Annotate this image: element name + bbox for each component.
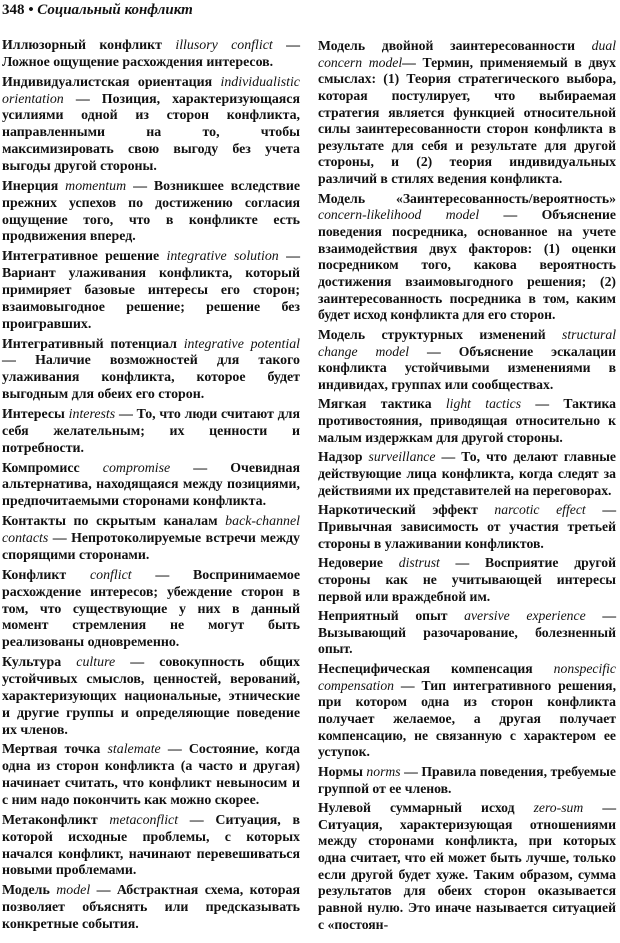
entry-term: Нормы (318, 763, 363, 779)
entry-definition: — Ложное ощущение расхождения интересов. (2, 38, 300, 70)
glossary-entry (2, 655, 300, 739)
entry-english: nonspecific compensation (318, 661, 616, 693)
entry-definition: — Очевидная альтернатива, находящаяся между позициями, предпочитаемыми сторонами конфликта. (2, 460, 300, 510)
entry-definition: — Наличие возможностей для такого улаживания конфликта, которое будет выгодным для обеих его сторон. (2, 353, 300, 403)
entry-english: zero-sum (533, 800, 584, 816)
entry-term: Нулевой суммарный исход (318, 800, 515, 816)
entry-english: surveillance (368, 449, 436, 465)
entry-definition: — Правила поведения, требуемые группой от ее членов. (318, 763, 616, 796)
glossary-entry (2, 461, 300, 512)
entry-definition: — То, что люди считают для себя желательным; их ценности и потребности. (2, 407, 300, 456)
entry-term: Модель двойной заинтересованности (318, 38, 575, 53)
glossary-entry (2, 337, 300, 404)
glossary-entry (2, 742, 300, 809)
glossary-entry (318, 38, 616, 188)
entry-english: light tactics (445, 396, 522, 412)
entry-definition: — Ситуация, характеризующая отношениями между сторонами конфликта, при которых одна считает, что ей может быть лучше, только если другой будет хуже. Таким образом, сумма результатов для обеих сторон оказывается равной нулю. Это иначе называется ситуацией с «постоян- (318, 800, 616, 932)
glossary-column-left (2, 38, 300, 937)
glossary-entry (318, 191, 616, 324)
entry-english: integrative solution (166, 249, 279, 265)
entry-term: Модель структурных изменений (318, 326, 546, 342)
glossary-entry (318, 396, 616, 446)
glossary-entry (318, 327, 616, 394)
book-title: Социальный конфликт (37, 2, 193, 18)
entry-definition: — Возникшее вследствие прежних успехов по достижению согласия ощущение того, что в конфликте есть продвижения вперед. (2, 178, 300, 245)
entry-term: Культура (2, 655, 62, 671)
entry-term: Метаконфликт (2, 812, 98, 828)
glossary-entry (2, 514, 300, 565)
entry-definition: — совокупность общих устойчивых смыслов, ценностей, верований, характеризующих национальные, этнические и другие группы и определяющие поведение их членов. (2, 655, 300, 738)
entry-definition: — Объяснение поведения посредника, основанное на учете взаимодействия двух факторов: (1) оценки посредником того, какова вероятность достижения взаимовыгодного решения; (2) заинтересованность посредника в том, каким будет исход конфликта для его сторон. (318, 207, 616, 323)
glossary-entry (318, 502, 616, 552)
entry-definition: — Позиция, характеризующаяся усилиями одной из сторон конфликта, направленными на то, чтобы максимизировать свою выгоду без учета выгоды другой стороны. (2, 91, 300, 175)
entry-definition: — Восприятие другой стороны как не учитывающей интересы первой или враждебной им. (318, 555, 617, 604)
entry-definition: — Объяснение эскалации конфликта устойчивыми изменениями в индивидах, группах или сообществах. (318, 343, 616, 392)
entry-term: Неприятный опыт (318, 608, 448, 624)
entry-term: Интересы (2, 407, 65, 423)
entry-english: integrative potential (183, 336, 300, 352)
entry-english: stalemate (107, 742, 161, 758)
entry-definition: — То, что делают главные действующие лица конфликта, когда следят за действиями их представителей на переговорах. (318, 449, 616, 498)
entry-term: Надзор (318, 449, 363, 465)
entry-definition: — Абстрактная схема, которая позволяет объяснять или предсказывать конкретные события. (2, 883, 300, 932)
glossary-entry (2, 38, 300, 72)
entry-definition: — Ситуация, в которой исходные проблемы, с которых начался конфликт, начинают перевешиваться новыми проблемами. (2, 812, 300, 879)
entry-english: back-channel contacts (2, 514, 300, 547)
entry-term: Наркотический эффект (318, 502, 478, 518)
entry-english: individualistic orientation (2, 74, 300, 107)
glossary-entry (2, 179, 300, 246)
entry-definition: — Привычная зависимость от участия третьей стороны в улаживании конфликтов. (318, 502, 616, 551)
entry-term: Мертвая точка (2, 742, 101, 758)
entry-definition: — Вариант улаживания конфликта, который примиряет базовые интересы его сторон; взаимовыгодное решение; решение без проигравших. (2, 249, 300, 332)
entry-english: distrust (398, 555, 440, 571)
glossary-entry (318, 800, 616, 933)
glossary-entry (318, 449, 616, 499)
entry-term: Инерция (2, 178, 59, 194)
glossary-entry (2, 249, 300, 333)
glossary-entry (2, 75, 300, 176)
entry-english: model (56, 883, 91, 899)
glossary-entry (2, 813, 300, 880)
entry-definition: — Воспринимаемое расхождение интересов; убеждение сторон в том, что существующие у них в данный момент стремления не могут быть реализованы одновременно. (2, 567, 300, 651)
entry-term: Неспецифическая компенсация (318, 661, 533, 677)
header-separator: • (28, 2, 34, 18)
entry-english: conflict (89, 567, 132, 583)
entry-english: illusory conflict (175, 38, 273, 53)
glossary-entry (318, 764, 616, 797)
entry-definition: — Непротоколируемые встречи между спорящими сторонами. (2, 531, 300, 563)
entry-definition: — Состояние, когда одна из сторон конфликта (а часто и другая) начинает считать, что конфликт невыносим и с ним надо покончить как можно скорее. (2, 742, 300, 808)
page-number: 348 (2, 2, 25, 18)
entry-term: Интегративный потенциал (2, 336, 177, 352)
entry-definition: — Тактика противостояния, приводящая относительно к малым издержкам для другой стороны. (318, 396, 617, 445)
entry-term: Недоверие (318, 555, 384, 571)
entry-english: narcotic effect (494, 502, 586, 518)
entry-term: Индивидуалистская ориентация (2, 74, 213, 90)
glossary-entry (2, 883, 300, 934)
entry-definition: — Вызывающий разочарование, болезненный опыт. (318, 608, 617, 657)
entry-term: Иллюзорный конфликт (2, 38, 163, 53)
entry-definition: — Термин, применяемый в двух смыслах: (1) Теория стратегического выбора, которая постулирует, что выбираемая стратегия является функцией относительной силы заинтересованности сторон конфликта в результате для себя и результате для другой стороны, и (2) теория индивидуальных различий в стилях ведения конфликта. (318, 54, 616, 187)
entry-term: Модель (2, 883, 50, 899)
running-head (2, 0, 193, 22)
entry-english: norms (366, 763, 401, 779)
entry-english: concern-likelihood model (318, 207, 480, 223)
entry-term: Компромисс (2, 460, 80, 476)
entry-english: momentum (65, 178, 127, 194)
entry-english: aversive experience (464, 608, 586, 624)
entry-english: compromise (102, 460, 171, 476)
glossary-entry (318, 661, 616, 761)
glossary-entry (318, 555, 616, 605)
entry-term: Интегративное решение (2, 249, 160, 265)
entry-term: Модель «Заинтересованность/вероятность» (318, 190, 616, 206)
entry-term: Конфликт (2, 567, 67, 583)
glossary-entry (2, 407, 300, 458)
entry-english: culture (76, 655, 116, 671)
glossary-column-right (318, 38, 616, 936)
entry-term: Контакты по скрытым каналам (2, 514, 218, 530)
entry-english: dual concern model (318, 38, 616, 70)
entry-english: metaconflict (109, 812, 179, 828)
glossary-entry (2, 568, 300, 652)
glossary-entry (318, 608, 616, 658)
entry-english: structural change model (318, 326, 617, 359)
entry-term: Мягкая тактика (318, 396, 432, 412)
entry-english: interests (68, 407, 116, 423)
entry-definition: — Тип интегративного решения, при котором одна из сторон конфликта получает желаемое, а другая получает компенсацию, не связанную с характером ее уступок. (318, 677, 616, 760)
